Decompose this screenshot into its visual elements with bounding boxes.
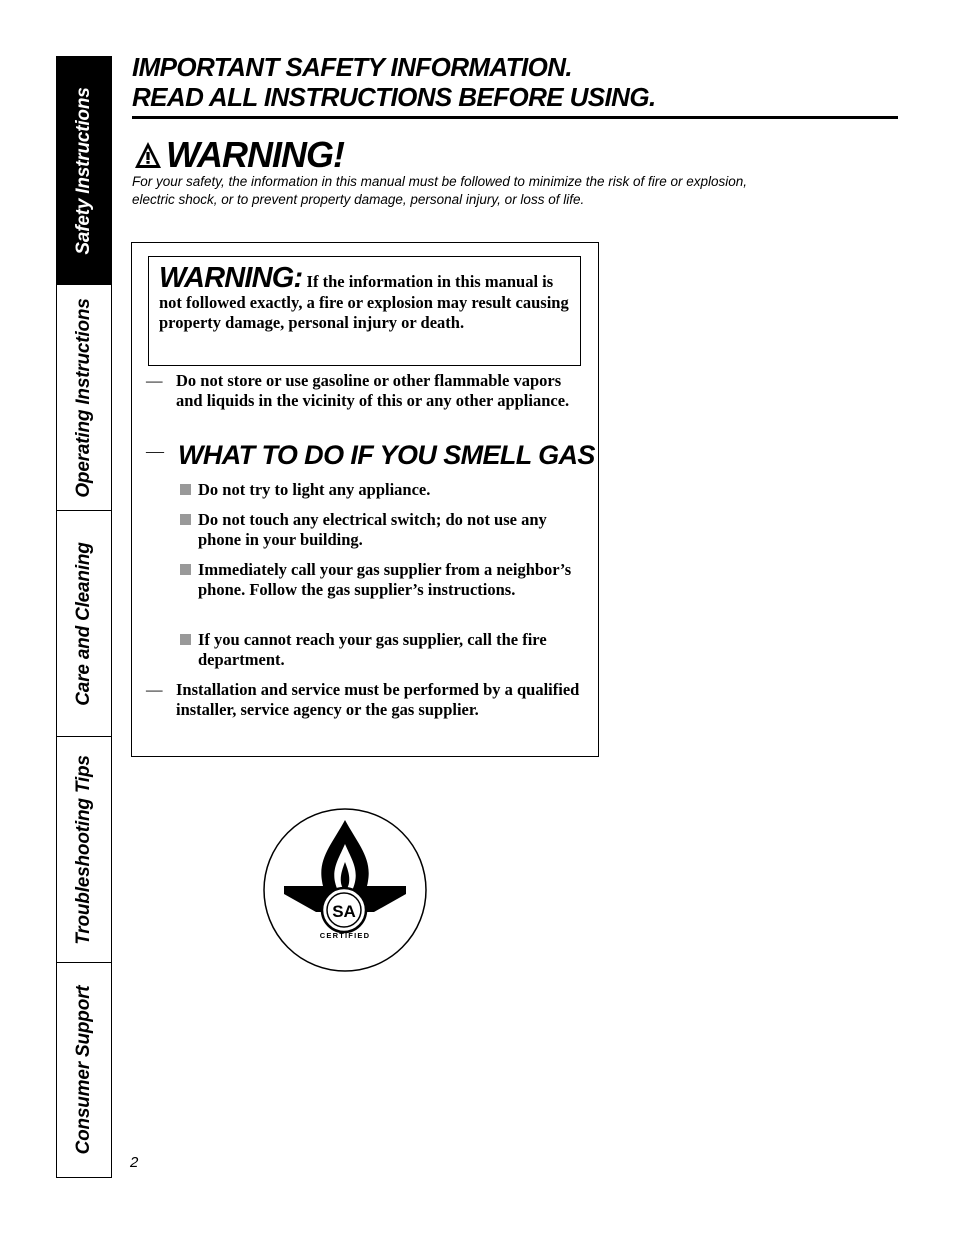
square-bullet-icon [180, 484, 191, 495]
csa-mark-text: SA [332, 902, 356, 921]
tab-care-and-cleaning[interactable] [57, 511, 111, 737]
warning-title: WARNING! [166, 134, 344, 175]
tab-label: Operating Instructions [73, 297, 94, 498]
bullet-text: If you cannot reach your gas supplier, call the fire department. [198, 630, 547, 669]
header-divider [132, 116, 898, 119]
page-header [132, 52, 898, 112]
bullet-item [180, 630, 580, 670]
square-bullet-icon [180, 514, 191, 525]
side-tab-nav [56, 56, 112, 1178]
header-line-2: READ ALL INSTRUCTIONS BEFORE USING. [132, 82, 656, 112]
tab-safety-instructions[interactable] [57, 57, 111, 285]
warning-intro: For your safety, the information in this manual must be followed to minimize the risk of fire or explosion, electric shock, or to prevent property damage, personal injury, or loss of life. [132, 174, 748, 207]
page-number: 2 [130, 1154, 139, 1171]
bullet-item [180, 560, 580, 600]
tab-label: Safety Instructions [73, 86, 94, 255]
header-line-1: IMPORTANT SAFETY INFORMATION. [132, 52, 572, 82]
bullet-text: Do not touch any electrical switch; do not use any phone in your building. [198, 510, 547, 549]
csa-certified-logo [262, 806, 428, 974]
dash-marker: — [146, 441, 164, 461]
dash-marker: — [146, 680, 163, 699]
warning-triangle-icon [134, 141, 162, 169]
inner-warning-box [148, 256, 581, 366]
list-item-text: Do not store or use gasoline or other flammable vapors and liquids in the vicinity of this or any other appliance. [176, 371, 570, 410]
inner-warning-text: If the information in this manual is not followed exactly, a fire or explosion may result causing property damage, personal injury or death. [159, 272, 569, 332]
list-item-text: Installation and service must be performed by a qualified installer, service agency or the gas supplier. [176, 680, 580, 719]
gas-warning-box [131, 242, 599, 757]
list-item [146, 371, 586, 411]
list-item [146, 680, 586, 720]
inner-warning-label: WARNING: [159, 262, 303, 294]
bullet-item [180, 510, 580, 550]
tab-label: Consumer Support [73, 985, 94, 1154]
certified-text: CERTIFIED [319, 931, 371, 940]
bullet-text: Do not try to light any appliance. [198, 480, 431, 499]
square-bullet-icon [180, 634, 191, 645]
bullet-item [180, 480, 580, 500]
dash-marker: — [146, 371, 163, 390]
tab-troubleshooting-tips[interactable] [57, 737, 111, 963]
tab-label: Troubleshooting Tips [73, 754, 94, 945]
smell-gas-title: WHAT TO DO IF YOU SMELL GAS [178, 440, 595, 470]
tab-operating-instructions[interactable] [57, 285, 111, 511]
tab-consumer-support[interactable] [57, 963, 111, 1176]
square-bullet-icon [180, 564, 191, 575]
tab-label: Care and Cleaning [73, 541, 94, 706]
warning-heading [134, 133, 344, 177]
bullet-text: Immediately call your gas supplier from a neighbor’s phone. Follow the gas supplier’s instructions. [198, 560, 572, 599]
